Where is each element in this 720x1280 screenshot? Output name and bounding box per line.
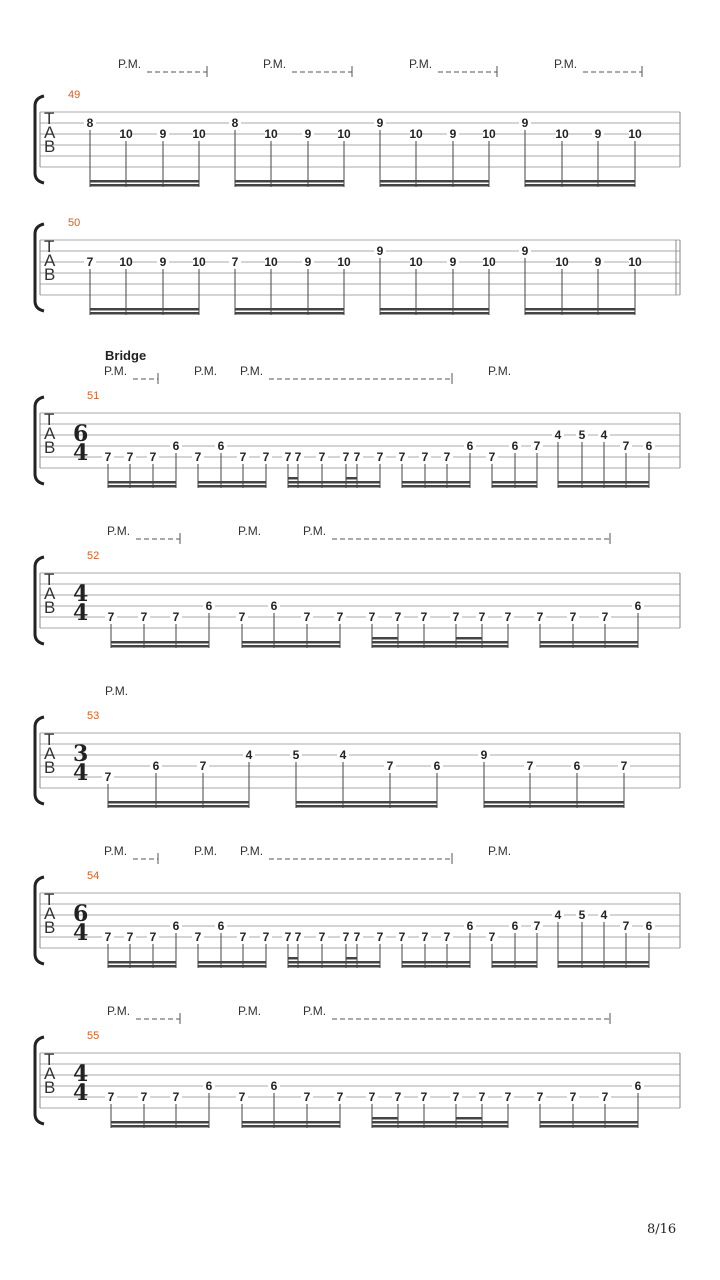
fret-number: 6	[511, 439, 519, 453]
palm-mute-label: P.M.	[303, 524, 327, 538]
fret-number: 8	[231, 116, 239, 130]
beam-secondary	[525, 180, 635, 183]
fret-number: 6	[172, 919, 180, 933]
palm-mute-label: P.M.	[118, 57, 142, 71]
time-signature-top: 4	[73, 1061, 89, 1087]
time-signature-bottom: 4	[73, 440, 89, 466]
fret-number: 6	[433, 759, 441, 773]
time-signature-bottom: 4	[73, 920, 89, 946]
palm-mute-label: P.M.	[240, 844, 264, 858]
beam-primary	[296, 805, 437, 808]
beam-primary	[288, 965, 380, 968]
fret-number: 9	[159, 255, 167, 269]
palm-mute-label: P.M.	[554, 57, 578, 71]
beam-primary	[402, 965, 470, 968]
beam-secondary	[558, 961, 649, 964]
fret-number: 7	[342, 450, 350, 464]
staff-system-49	[35, 57, 680, 187]
beam-primary	[235, 312, 344, 315]
beam-primary	[372, 1125, 508, 1128]
beam-secondary	[108, 801, 249, 804]
tab-clef-letter: T	[44, 570, 55, 589]
fret-number: 7	[318, 930, 326, 944]
fret-number: 10	[409, 255, 423, 269]
fret-number: 9	[480, 748, 488, 762]
fret-number: 7	[488, 930, 496, 944]
fret-number: 7	[478, 1090, 486, 1104]
fret-number: 7	[601, 1090, 609, 1104]
section-label: Bridge	[105, 348, 147, 363]
fret-number: 6	[634, 1079, 642, 1093]
fret-number: 7	[238, 1090, 246, 1104]
fret-number: 7	[336, 610, 344, 624]
fret-number: 7	[238, 610, 246, 624]
fret-number: 7	[533, 439, 541, 453]
fret-number: 7	[194, 450, 202, 464]
fret-number: 6	[466, 919, 474, 933]
fret-number: 7	[504, 610, 512, 624]
beam-secondary	[402, 481, 470, 484]
fret-number: 10	[337, 127, 351, 141]
beam-primary	[558, 485, 649, 488]
fret-number: 10	[555, 255, 569, 269]
beam-primary	[540, 1125, 638, 1128]
beam-primary	[380, 184, 489, 187]
beam-primary	[90, 184, 199, 187]
fret-number: 10	[192, 127, 206, 141]
palm-mute-label: P.M.	[107, 524, 131, 538]
beam-tertiary	[346, 957, 357, 960]
fret-number: 7	[140, 1090, 148, 1104]
palm-mute-label: P.M.	[488, 844, 512, 858]
fret-number: 4	[600, 908, 608, 922]
fret-number: 7	[303, 610, 311, 624]
fret-number: 10	[409, 127, 423, 141]
fret-number: 7	[107, 610, 115, 624]
palm-mute-label: P.M.	[488, 364, 512, 378]
fret-number: 6	[511, 919, 519, 933]
fret-number: 7	[149, 450, 157, 464]
fret-number: 7	[420, 1090, 428, 1104]
beam-secondary	[492, 961, 537, 964]
beam-primary	[492, 485, 537, 488]
beam-primary	[111, 1125, 209, 1128]
fret-number: 4	[554, 908, 562, 922]
beam-secondary	[111, 1121, 209, 1124]
time-signature-top: 6	[73, 901, 89, 927]
beam-primary	[540, 645, 638, 648]
fret-number: 4	[600, 428, 608, 442]
fret-number: 10	[482, 127, 496, 141]
fret-number: 7	[478, 610, 486, 624]
fret-number: 7	[504, 1090, 512, 1104]
beam-secondary	[111, 641, 209, 644]
fret-number: 10	[628, 255, 642, 269]
measure-number: 54	[87, 870, 100, 882]
fret-number: 7	[488, 450, 496, 464]
palm-mute-label: P.M.	[104, 364, 128, 378]
fret-number: 7	[140, 610, 148, 624]
fret-number: 7	[342, 930, 350, 944]
time-signature-bottom: 4	[73, 600, 89, 626]
tab-clef-letter: A	[44, 904, 56, 923]
fret-number: 7	[126, 450, 134, 464]
beam-tertiary	[372, 1117, 398, 1120]
beam-secondary	[402, 961, 470, 964]
staff-system-54	[35, 844, 680, 968]
fret-number: 7	[536, 1090, 544, 1104]
beam-secondary	[540, 1121, 638, 1124]
beam-secondary	[235, 308, 344, 311]
fret-number: 9	[521, 116, 529, 130]
palm-mute-label: P.M.	[194, 364, 218, 378]
palm-mute-label: P.M.	[238, 524, 262, 538]
fret-number: 7	[386, 759, 394, 773]
fret-number: 5	[578, 908, 586, 922]
tab-clef-letter: T	[44, 237, 55, 256]
fret-number: 7	[104, 930, 112, 944]
fret-number: 7	[353, 450, 361, 464]
fret-number: 10	[482, 255, 496, 269]
fret-number: 7	[262, 450, 270, 464]
tab-clef-letter: A	[44, 424, 56, 443]
beam-secondary	[380, 308, 489, 311]
beam-secondary	[558, 481, 649, 484]
fret-number: 7	[452, 1090, 460, 1104]
fret-number: 9	[594, 255, 602, 269]
fret-number: 10	[119, 127, 133, 141]
beam-primary	[108, 485, 176, 488]
fret-number: 7	[533, 919, 541, 933]
palm-mute-label: P.M.	[194, 844, 218, 858]
beam-tertiary	[288, 957, 298, 960]
page-number: 8/16	[647, 1222, 677, 1237]
measure-number: 53	[87, 710, 100, 722]
staff-system-55	[35, 1004, 680, 1128]
tab-clef-letter: T	[44, 109, 55, 128]
fret-number: 7	[443, 930, 451, 944]
fret-number: 7	[353, 930, 361, 944]
beam-tertiary	[456, 1117, 482, 1120]
fret-number: 7	[622, 439, 630, 453]
measure-number: 55	[87, 1030, 100, 1042]
fret-number: 7	[294, 450, 302, 464]
fret-number: 7	[368, 1090, 376, 1104]
fret-number: 7	[394, 1090, 402, 1104]
fret-number: 9	[594, 127, 602, 141]
fret-number: 7	[86, 255, 94, 269]
palm-mute-label: P.M.	[107, 1004, 131, 1018]
fret-number: 7	[199, 759, 207, 773]
beam-tertiary	[346, 477, 357, 480]
fret-number: 6	[270, 1079, 278, 1093]
measure-number: 51	[87, 390, 100, 402]
fret-number: 10	[264, 255, 278, 269]
beam-secondary	[492, 481, 537, 484]
fret-number: 7	[622, 919, 630, 933]
beam-secondary	[90, 180, 199, 183]
measure-number: 49	[68, 89, 81, 101]
fret-number: 9	[449, 127, 457, 141]
beam-secondary	[288, 961, 380, 964]
beam-secondary	[108, 961, 176, 964]
beam-tertiary	[456, 637, 482, 640]
tab-clef-letter: B	[44, 265, 56, 284]
fret-number: 7	[394, 610, 402, 624]
beam-primary	[108, 805, 249, 808]
beam-primary	[525, 312, 635, 315]
fret-number: 7	[420, 610, 428, 624]
fret-number: 7	[452, 610, 460, 624]
time-signature-top: 3	[73, 741, 89, 767]
fret-number: 9	[449, 255, 457, 269]
fret-number: 9	[376, 244, 384, 258]
fret-number: 6	[634, 599, 642, 613]
beam-primary	[525, 184, 635, 187]
beam-secondary	[484, 801, 624, 804]
tab-clef-letter: A	[44, 251, 56, 270]
beam-secondary	[380, 180, 489, 183]
fret-number: 7	[368, 610, 376, 624]
beam-secondary	[108, 481, 176, 484]
fret-number: 6	[205, 1079, 213, 1093]
palm-mute-label: P.M.	[409, 57, 433, 71]
palm-mute-label: P.M.	[263, 57, 287, 71]
beam-primary	[198, 965, 266, 968]
fret-number: 7	[443, 450, 451, 464]
staff-system-50	[35, 217, 680, 315]
beam-secondary	[525, 308, 635, 311]
fret-number: 7	[569, 1090, 577, 1104]
palm-mute-label: P.M.	[238, 1004, 262, 1018]
fret-number: 7	[231, 255, 239, 269]
fret-number: 7	[284, 930, 292, 944]
fret-number: 9	[521, 244, 529, 258]
fret-number: 7	[239, 930, 247, 944]
fret-number: 7	[172, 1090, 180, 1104]
fret-number: 7	[398, 930, 406, 944]
fret-number: 6	[172, 439, 180, 453]
fret-number: 4	[554, 428, 562, 442]
measure-number: 50	[68, 217, 81, 229]
fret-number: 6	[270, 599, 278, 613]
beam-primary	[108, 965, 176, 968]
fret-number: 7	[172, 610, 180, 624]
beam-secondary	[372, 641, 508, 644]
fret-number: 4	[245, 748, 253, 762]
palm-mute-label: P.M.	[303, 1004, 327, 1018]
tab-clef-letter: T	[44, 730, 55, 749]
tab-clef-letter: B	[44, 758, 56, 777]
beam-secondary	[242, 1121, 340, 1124]
time-signature-top: 6	[73, 421, 89, 447]
fret-number: 8	[86, 116, 94, 130]
fret-number: 7	[336, 1090, 344, 1104]
time-signature-bottom: 4	[73, 760, 89, 786]
time-signature-bottom: 4	[73, 1080, 89, 1106]
beam-primary	[558, 965, 649, 968]
beam-secondary	[198, 481, 266, 484]
fret-number: 7	[126, 930, 134, 944]
beam-primary	[90, 312, 199, 315]
fret-number: 9	[304, 255, 312, 269]
beam-primary	[380, 312, 489, 315]
fret-number: 5	[292, 748, 300, 762]
beam-primary	[111, 645, 209, 648]
staff-system-53	[35, 684, 680, 808]
palm-mute-label: P.M.	[240, 364, 264, 378]
fret-number: 7	[239, 450, 247, 464]
fret-number: 10	[628, 127, 642, 141]
palm-mute-label: P.M.	[105, 684, 129, 698]
fret-number: 7	[294, 930, 302, 944]
fret-number: 10	[119, 255, 133, 269]
fret-number: 10	[337, 255, 351, 269]
fret-number: 6	[217, 439, 225, 453]
fret-number: 5	[578, 428, 586, 442]
tab-clef-letter: B	[44, 598, 56, 617]
fret-number: 7	[149, 930, 157, 944]
tab-clef-letter: A	[44, 123, 56, 142]
fret-number: 7	[262, 930, 270, 944]
tab-clef-letter: T	[44, 1050, 55, 1069]
fret-number: 6	[466, 439, 474, 453]
time-signature-top: 4	[73, 581, 89, 607]
fret-number: 7	[104, 450, 112, 464]
fret-number: 7	[421, 450, 429, 464]
fret-number: 7	[421, 930, 429, 944]
tab-clef-letter: A	[44, 1064, 56, 1083]
fret-number: 9	[304, 127, 312, 141]
beam-primary	[484, 805, 624, 808]
beam-primary	[288, 485, 380, 488]
fret-number: 4	[339, 748, 347, 762]
fret-number: 6	[217, 919, 225, 933]
fret-number: 9	[376, 116, 384, 130]
beam-tertiary	[288, 477, 298, 480]
fret-number: 6	[645, 919, 653, 933]
tab-clef-letter: B	[44, 918, 56, 937]
tab-clef-letter: T	[44, 890, 55, 909]
fret-number: 6	[205, 599, 213, 613]
staff-system-52	[35, 524, 680, 648]
beam-primary	[198, 485, 266, 488]
palm-mute-label: P.M.	[104, 844, 128, 858]
tab-clef-letter: A	[44, 744, 56, 763]
fret-number: 6	[573, 759, 581, 773]
fret-number: 10	[192, 255, 206, 269]
staff-system-51	[35, 348, 680, 488]
fret-number: 7	[620, 759, 628, 773]
beam-secondary	[296, 801, 437, 804]
beam-secondary	[235, 180, 344, 183]
beam-primary	[492, 965, 537, 968]
fret-number: 6	[152, 759, 160, 773]
beam-secondary	[242, 641, 340, 644]
fret-number: 7	[303, 1090, 311, 1104]
beam-primary	[235, 184, 344, 187]
fret-number: 7	[376, 450, 384, 464]
beam-secondary	[372, 1121, 508, 1124]
beam-tertiary	[372, 637, 398, 640]
tab-clef-letter: A	[44, 584, 56, 603]
fret-number: 7	[601, 610, 609, 624]
fret-number: 7	[376, 930, 384, 944]
fret-number: 7	[398, 450, 406, 464]
tab-clef-letter: B	[44, 137, 56, 156]
fret-number: 9	[159, 127, 167, 141]
beam-secondary	[90, 308, 199, 311]
fret-number: 7	[569, 610, 577, 624]
fret-number: 6	[645, 439, 653, 453]
beam-secondary	[540, 641, 638, 644]
tab-clef-letter: T	[44, 410, 55, 429]
fret-number: 10	[264, 127, 278, 141]
fret-number: 7	[318, 450, 326, 464]
fret-number: 7	[536, 610, 544, 624]
beam-secondary	[288, 481, 380, 484]
beam-primary	[242, 645, 340, 648]
tab-clef-letter: B	[44, 1078, 56, 1097]
fret-number: 7	[107, 1090, 115, 1104]
beam-primary	[372, 645, 508, 648]
fret-number: 7	[194, 930, 202, 944]
beam-primary	[402, 485, 470, 488]
fret-number: 7	[104, 770, 112, 784]
beam-secondary	[198, 961, 266, 964]
fret-number: 7	[284, 450, 292, 464]
beam-primary	[242, 1125, 340, 1128]
tab-clef-letter: B	[44, 438, 56, 457]
measure-number: 52	[87, 550, 100, 562]
fret-number: 10	[555, 127, 569, 141]
fret-number: 7	[526, 759, 534, 773]
